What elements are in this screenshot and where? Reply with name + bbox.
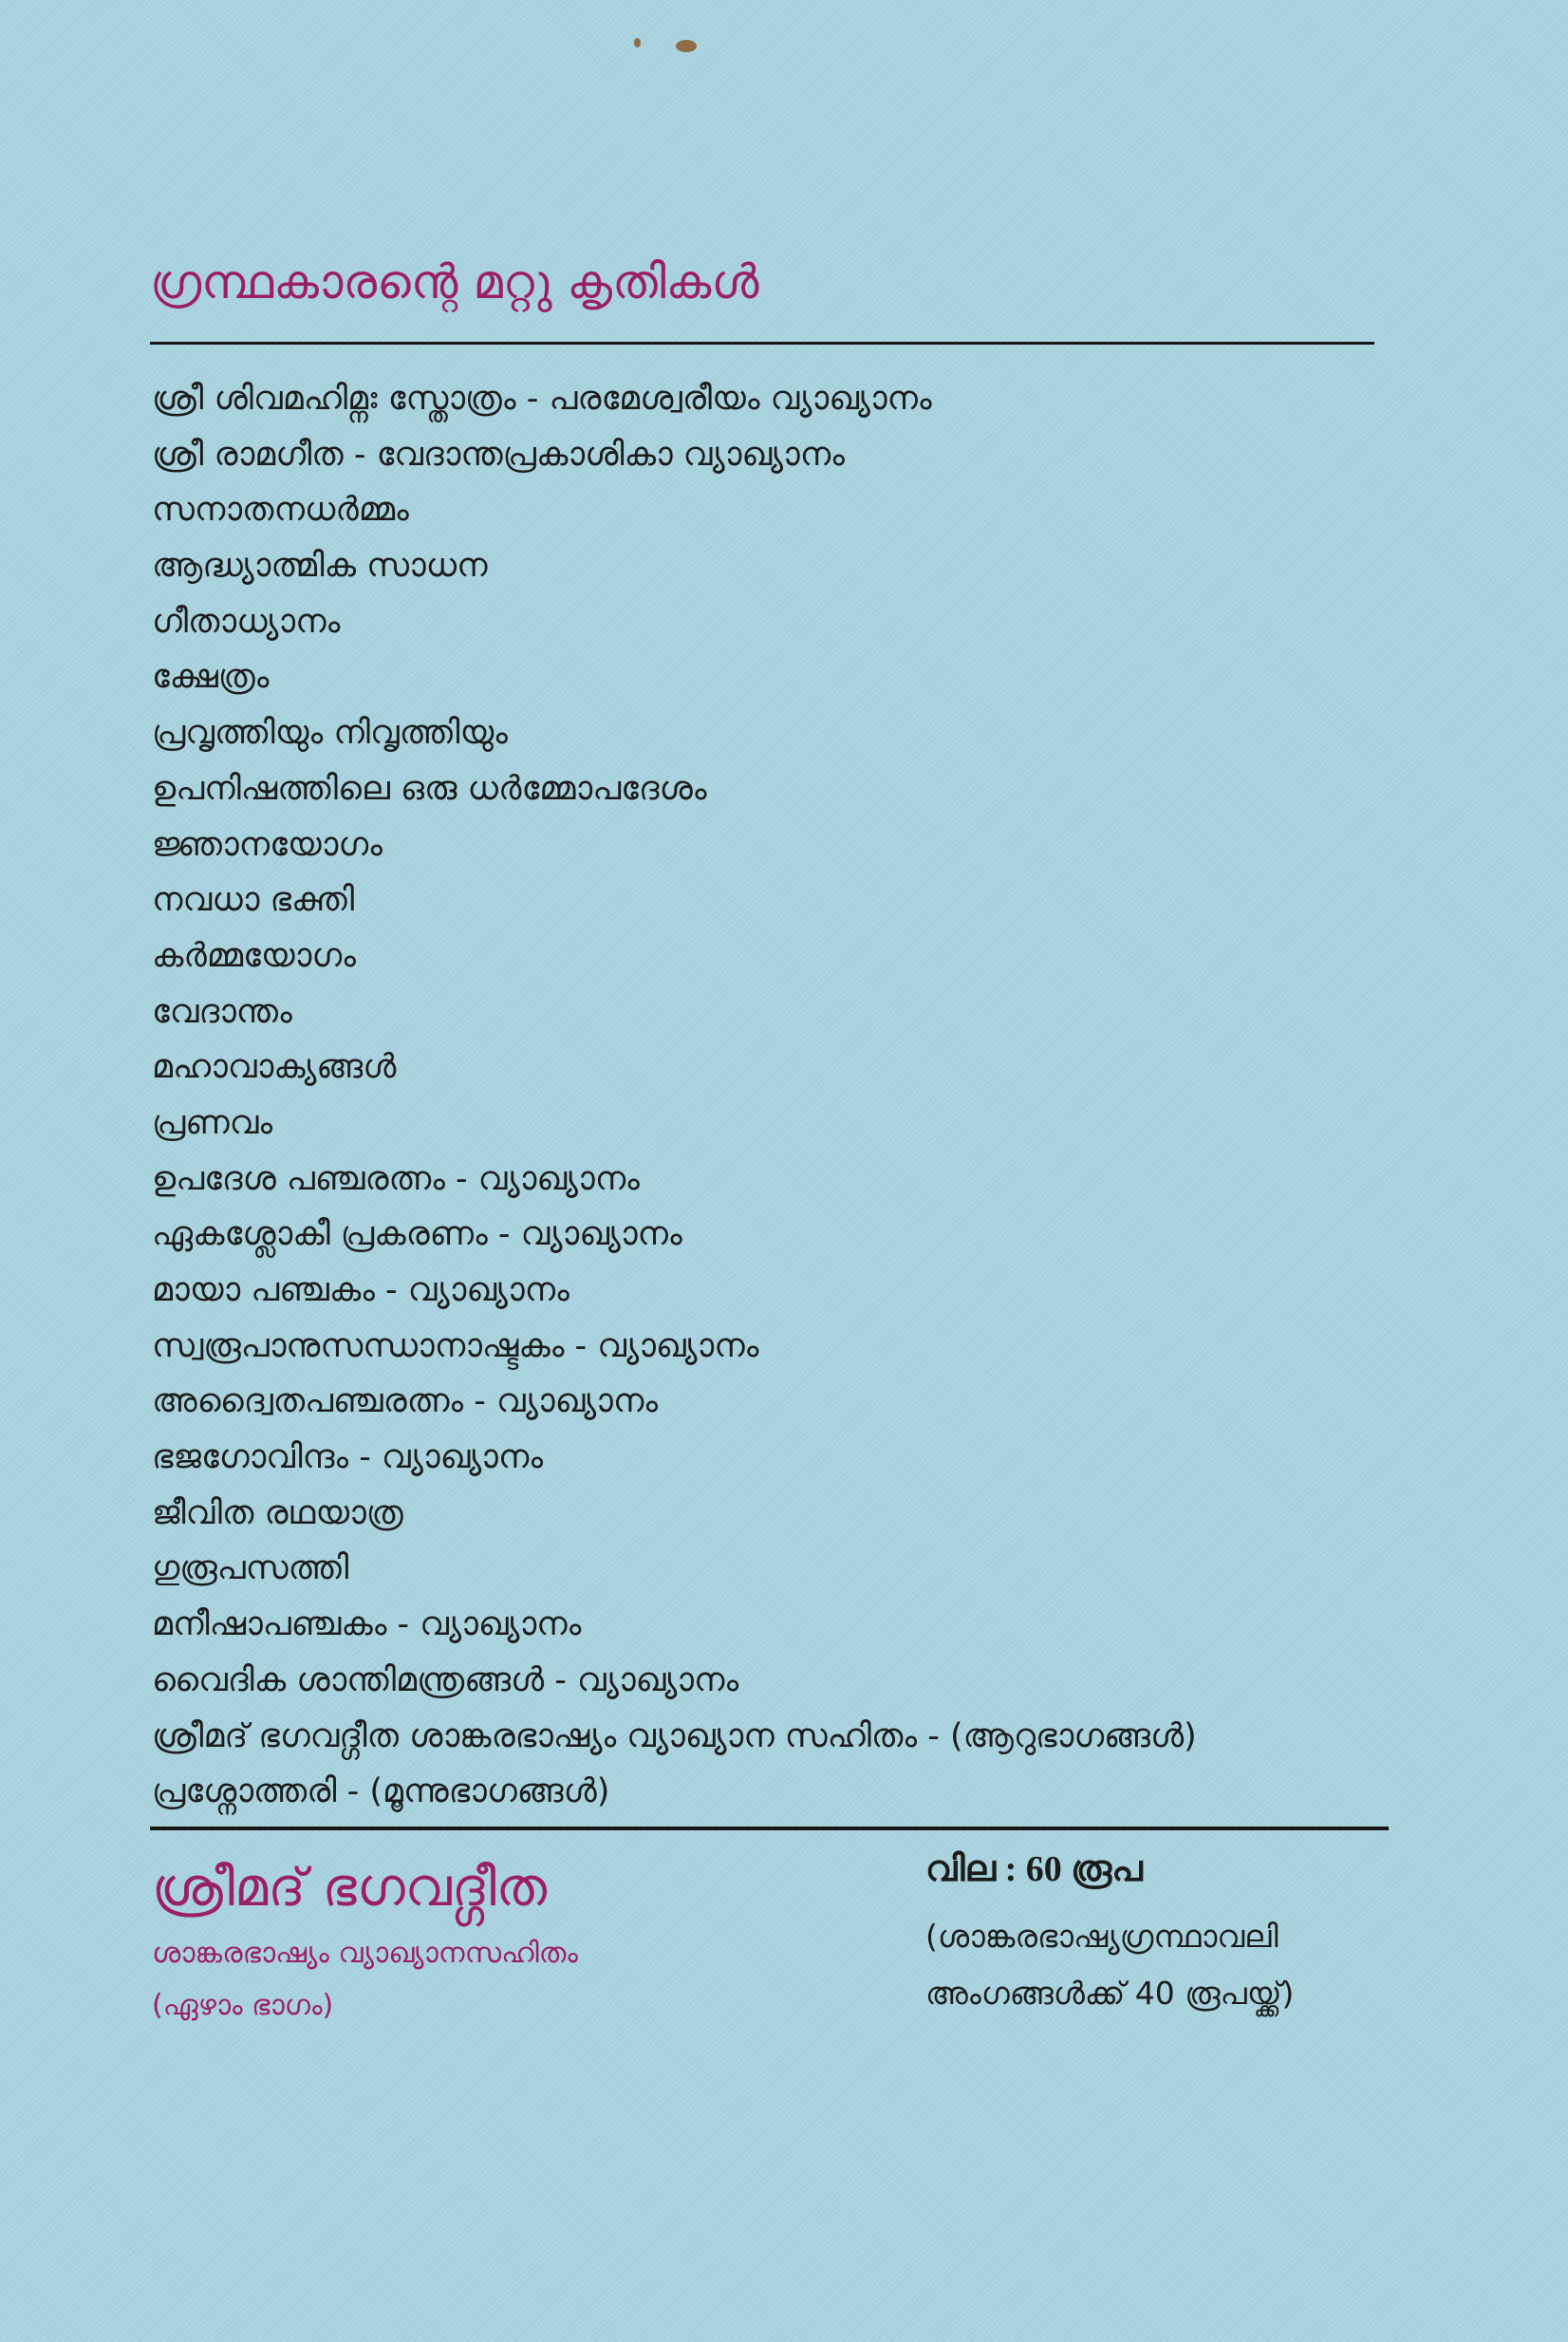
book-part-label: (ഏഴാം ഭാഗം)	[152, 1989, 334, 2022]
list-item: ഗീതാധ്യാനം	[152, 602, 341, 641]
list-item: വേദാന്തം	[152, 992, 292, 1031]
list-item: സ്വരൂപാനുസന്ധാനാഷ്ടകം - വ്യാഖ്യാനം	[152, 1326, 759, 1365]
member-price-note-line: (ശാങ്കരഭാഷ്യഗ്രന്ഥാവലി	[925, 1918, 1279, 1955]
list-item: പ്രശ്നോത്തരി - (മൂന്നുഭാഗങ്ങൾ)	[152, 1772, 610, 1811]
list-item: നവധാ ഭക്തി	[152, 881, 355, 920]
list-item: ആദ്ധ്യാത്മിക സാധന	[152, 547, 488, 586]
list-item: ശ്രീ ശിവമഹിമ്നഃ സ്തോത്രം - പരമേശ്വരീയം വ്യാഖ്യാനം	[152, 380, 932, 418]
book-subtitle: ശാങ്കരഭാഷ്യം വ്യാഖ്യാനസഹിതം	[152, 1937, 578, 1970]
list-item: ജീവിത രഥയാത്ര	[152, 1493, 403, 1532]
list-item: ജ്ഞാനയോഗം	[152, 825, 383, 864]
list-item: പ്രണവം	[152, 1103, 273, 1142]
list-item: പ്രവൃത്തിയും നിവൃത്തിയും	[152, 714, 508, 753]
list-item: ഏകശ്ലോകീ പ്രകരണം - വ്യാഖ്യാനം	[152, 1215, 682, 1254]
book-title: ശ്രീമദ് ഭഗവദ്ഗീത	[152, 1857, 548, 1919]
list-item: മഹാവാക്യങ്ങൾ	[152, 1048, 397, 1087]
list-item: അദ്വൈതപഞ്ചരത്നം - വ്യാഖ്യാനം	[152, 1382, 659, 1421]
other-works-list	[152, 371, 1197, 1820]
list-item: ഉപനിഷത്തിലെ ഒരു ധർമ്മോപദേശം	[152, 769, 707, 808]
list-item: ഉപദേശ പഞ്ചരത്നം - വ്യാഖ്യാനം	[152, 1159, 640, 1198]
heading-divider	[150, 342, 1374, 345]
footer-divider	[150, 1827, 1389, 1830]
price-label: വില : 60 രൂപ	[925, 1849, 1143, 1889]
list-item: വൈദിക ശാന്തിമന്ത്രങ്ങൾ - വ്യാഖ്യാനം	[152, 1660, 739, 1699]
paper-stain	[634, 38, 641, 47]
list-item: കർമ്മയോഗം	[152, 936, 356, 975]
other-works-heading: ഗ്രന്ഥകാരന്റെ മറ്റു കൃതികൾ	[150, 254, 759, 309]
list-item: ഗുരൂപസത്തി	[152, 1549, 349, 1588]
paper-stain	[676, 40, 697, 52]
member-price-note	[925, 1908, 1294, 2022]
list-item: മനീഷാപഞ്ചകം - വ്യാഖ്യാനം	[152, 1605, 582, 1644]
list-item: ഭജഗോവിന്ദം - വ്യാഖ്യാനം	[152, 1438, 544, 1477]
list-item: ശ്രീ രാമഗീത - വേദാന്തപ്രകാശികാ വ്യാഖ്യാനം	[152, 435, 845, 474]
member-price-note-line: അംഗങ്ങൾക്ക് 40 രൂപയ്ക്ക്)	[925, 1975, 1295, 2012]
list-item: സനാതനധർമ്മം	[152, 491, 409, 530]
list-item: ശ്രീമദ് ഭഗവദ്ഗീത ശാങ്കരഭാഷ്യം വ്യാഖ്യാന സഹിതം - (ആറുഭാഗങ്ങൾ)	[152, 1716, 1197, 1755]
list-item: ക്ഷേത്രം	[152, 658, 270, 697]
list-item: മായാ പഞ്ചകം - വ്യാഖ്യാനം	[152, 1271, 569, 1309]
